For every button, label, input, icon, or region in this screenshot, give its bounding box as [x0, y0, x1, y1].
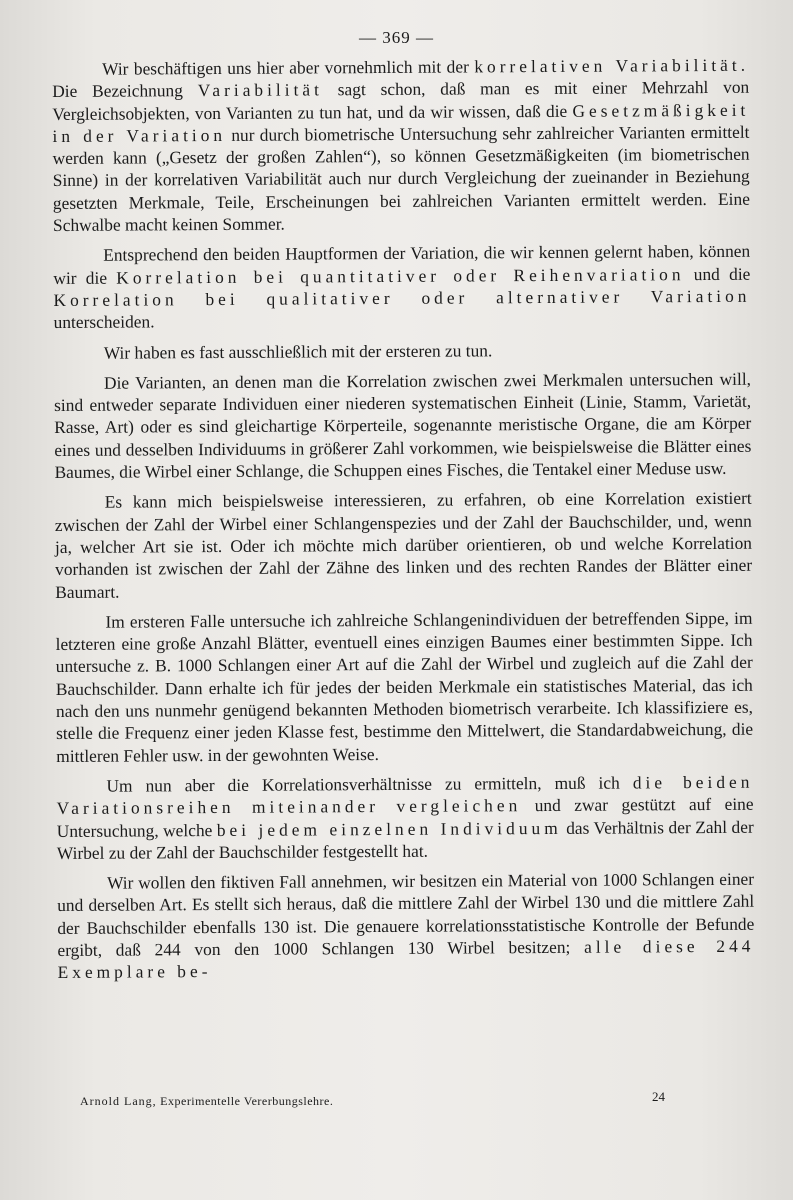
footer-citation [80, 1094, 333, 1109]
paragraph-3 [54, 337, 751, 364]
footer-title: Experimentelle Vererbungslehre. [160, 1094, 334, 1108]
spaced-emphasis: Korrelation bei quantitativer oder Reihenvariation [116, 263, 685, 288]
text-run: unterscheiden. [53, 311, 155, 333]
text-run: Es kann mich beispielsweise interessieren, zu erfahren, ob eine Korrelation existiert zwischen der Zahl der Wirbel einer Schlangenspezies und der Zahl der Bauchschilder, und, wenn ja, welcher Art sie ist. Oder ich möchte mich darüber orientieren, ob und welche Korrelation vorhanden ist zwischen der Zahl der Zähne des linken und des rechten Randes der Blätter einer Baumart. [54, 488, 753, 602]
text-run: Die Bezeichnung [52, 80, 198, 102]
paragraph-1 [52, 54, 750, 237]
text-run: Um nun aber die Korrelationsverhältnisse zu ermitteln, muß ich [106, 772, 633, 796]
paragraph-7 [56, 771, 754, 864]
body-text [52, 54, 755, 992]
spaced-emphasis: korrelativen Variabilität. [474, 54, 750, 77]
footer-author: Arnold Lang, [80, 1094, 157, 1108]
spaced-emphasis: Variabilität [197, 79, 324, 101]
text-run: Wir beschäftigen uns hier aber vornehmlich mit der [102, 56, 475, 79]
spaced-emphasis: die beiden Variationsreihen miteinander vergleichen [56, 771, 754, 819]
spaced-emphasis: bei jedem einzelnen Individuum [216, 817, 562, 840]
paragraph-6 [55, 607, 753, 767]
paragraph-8 [57, 868, 755, 984]
text-run: Im ersteren Falle untersuche ich zahlreiche Schlangenindividuen der betreffenden Sippe, im letzteren eine große Anzahl Blätter, eventuell eines einzigen Baumes einer bestimmten Sippe. Ich untersuche z. B. 1000 Schlangen einer Art auf die Zahl der Wirbel und zugleich auf die Zahl der Bauchschilder. Dann erhalte ich für jedes der beiden Merkmale ein statistisches Material, das ich nach den uns nunmehr genügend bekannten Methoden biometrisch verarbeite. Ich klassifiziere es, stelle die Frequenz einer jeden Klasse fest, bestimme den Mittelwert, die Standardabweichung, die mittleren Fehler usw. in der gewohnten Weise. [55, 607, 754, 766]
spaced-emphasis: Gesetzmäßigkeit in der Variation [52, 99, 750, 146]
spaced-emphasis: alle diese 244 Exemplare be- [57, 935, 755, 983]
text-run: nur durch biometrische Untersuchung sehr zahlreicher Varianten ermittelt werden kann („Gesetz der großen Zahlen“), so können Gesetzmäßigkeiten (im biometrischen Sinne) in der korrelativen Variabilität auch nur durch Vergleichung der zueinander in Beziehung gesetzten Merkmale, Teile, Erscheinungen bei zahlreichen Varianten ermittelt werden. Eine Schwalbe macht keinen Sommer. [52, 121, 750, 236]
paragraph-4 [54, 368, 752, 484]
text-run: Die Varianten, an denen man die Korrelation zwischen zwei Merkmalen untersuchen will, sind entweder separate Individuen einer niederen systematischen Einheit (Linie, Stamm, Varietät, Rasse, Art) oder es sind gleichartige Körperteile, sogenannte meristische Organe, die am Körper eines und desselben Individuums in größerer Zahl vorkommen, wie beispielsweise die Blätter eines Baumes, die Wirbel einer Schlange, die Schuppen eines Fisches, die Tentakel einer Meduse usw. [54, 368, 752, 483]
text-run: und die [684, 263, 751, 284]
text-run: sagt schon, daß man es mit einer Mehrzahl von Vergleichsobjekten, von Varianten zu tun hat, und da wir wissen, daß die [52, 77, 750, 124]
text-run: Wir wollen den fiktiven Fall annehmen, wir besitzen ein Material von 1000 Schlangen einer und derselben Art. Es stellt sich heraus, daß die mittlere Zahl der Wirbel 130 und die mittlere Zahl der Bauchschilder ebenfalls 130 ist. Die genauere korrelationsstatistische Kontrolle der Befunde ergibt, daß 244 von den 1000 Schlangen 130 Wirbel besitzen; [57, 868, 755, 960]
paragraph-2 [53, 240, 751, 333]
paragraph-5 [55, 487, 753, 603]
page-number: — 369 — [359, 28, 434, 47]
signature-mark: 24 [652, 1089, 665, 1104]
text-run: Entsprechend den beiden Hauptformen der Variation, die wir kennen gelernt haben, können wir die [53, 241, 751, 288]
spaced-emphasis: Korrelation bei qualitativer oder alternativer Variation [53, 285, 751, 310]
text-run: und zwar gestützt auf eine Untersuchung, welche [56, 793, 754, 841]
text-run: Wir haben es fast ausschließlich mit der ersteren zu tun. [103, 339, 493, 363]
text-run: das Verhältnis der Zahl der Wirbel zu der Zahl der Bauchschilder festgestellt hat. [56, 816, 754, 863]
